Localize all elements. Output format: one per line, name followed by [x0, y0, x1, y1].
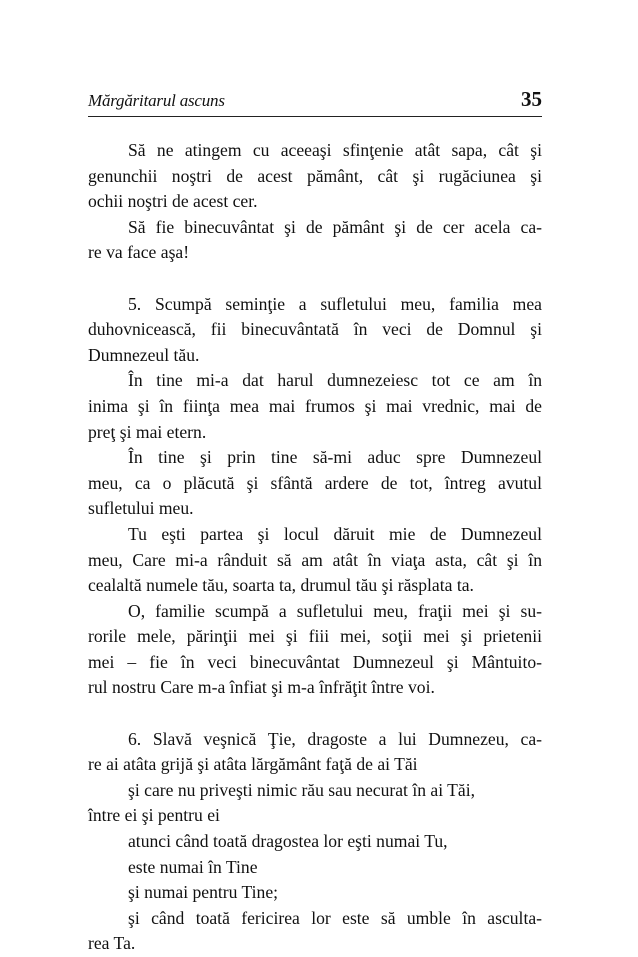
- paragraph: [88, 906, 542, 957]
- text-line: între ei şi pentru ei: [88, 805, 220, 826]
- text-line: şi când toată fericirea lor este să umble în asculta-: [128, 907, 542, 928]
- text-line: genunchii noştri de acest pământ, cât şi rugăciunea şi: [88, 165, 542, 186]
- paragraph: [88, 138, 542, 215]
- body-text: [88, 138, 542, 957]
- text-line: În tine şi prin tine să-mi aduc spre Dumnezeul: [128, 447, 542, 468]
- paragraph-gap: [88, 266, 542, 292]
- text-line: 5. Scumpă seminţie a sufletului meu, familia mea: [128, 293, 542, 314]
- paragraph: [88, 292, 542, 369]
- text-line: Să ne atingem cu aceeaşi sfinţenie atât sapa, cât şi: [128, 140, 542, 160]
- text-line: O, familie scumpă a sufletului meu, fraţii mei şi su-: [128, 600, 542, 621]
- header-rule: [88, 116, 542, 117]
- text-line: re ai atâta grijă şi atâta lărgământ faţă de ai Tăi: [88, 754, 418, 775]
- running-header: [88, 86, 542, 114]
- paragraph: [88, 215, 542, 266]
- text-line: este numai în Tine: [128, 856, 258, 877]
- text-line: meu, Care mi-a rânduit să am atât în viaţa asta, cât şi în: [88, 549, 542, 570]
- text-line: rorile mele, părinţii mei şi fiii mei, soţii mei şi prietenii: [88, 626, 542, 647]
- paragraph: [88, 599, 542, 701]
- text-line: Dumnezeul tău.: [88, 344, 200, 365]
- text-line: Tu eşti partea şi locul dăruit mie de Dumnezeul: [128, 523, 542, 544]
- text-line: atunci când toată dragostea lor eşti numai Tu,: [128, 831, 448, 852]
- text-line: meu, ca o plăcută şi sfântă ardere de tot, întreg avutul: [88, 472, 542, 493]
- text-line: Să fie binecuvântat şi de pământ şi de cer acela ca-: [128, 216, 542, 237]
- paragraph: [88, 445, 542, 522]
- paragraph-gap: [88, 701, 542, 727]
- text-line: ochii noştri de acest cer.: [88, 191, 258, 212]
- text-line: duhovnicească, fii binecuvântată în veci de Domnul şi: [88, 319, 542, 340]
- text-line: În tine mi-a dat harul dumnezeiesc tot ce am în: [128, 370, 542, 391]
- text-line: şi care nu priveşti nimic rău sau necurat în ai Tăi,: [128, 779, 476, 800]
- paragraph: [88, 727, 542, 778]
- text-line: cealaltă numele tău, soarta ta, drumul tău şi răsplata ta.: [88, 575, 474, 596]
- page-number: 35: [521, 87, 542, 111]
- running-title: Mărgăritarul ascuns: [88, 91, 225, 110]
- text-line: şi numai pentru Tine;: [128, 882, 279, 903]
- paragraph: [88, 880, 542, 906]
- text-line: rea Ta.: [88, 933, 136, 954]
- text-line: inima şi în fiinţa mea mai frumos şi mai vrednic, mai de: [88, 395, 542, 416]
- text-line: preţ şi mai etern.: [88, 421, 207, 442]
- paragraph: [88, 829, 542, 855]
- text-line: mei – fie în veci binecuvântat Dumnezeul şi Mântuito-: [88, 651, 542, 672]
- paragraph: [88, 522, 542, 599]
- text-line: re va face aşa!: [88, 242, 190, 263]
- paragraph: [88, 778, 542, 829]
- text-line: rul nostru Care m-a înfiat şi m-a înfrăţit între voi.: [88, 677, 435, 698]
- paragraph: [88, 855, 542, 881]
- text-line: 6. Slavă veşnică Ţie, dragoste a lui Dumnezeu, ca-: [128, 728, 542, 749]
- text-line: sufletului meu.: [88, 498, 194, 519]
- paragraph: [88, 368, 542, 445]
